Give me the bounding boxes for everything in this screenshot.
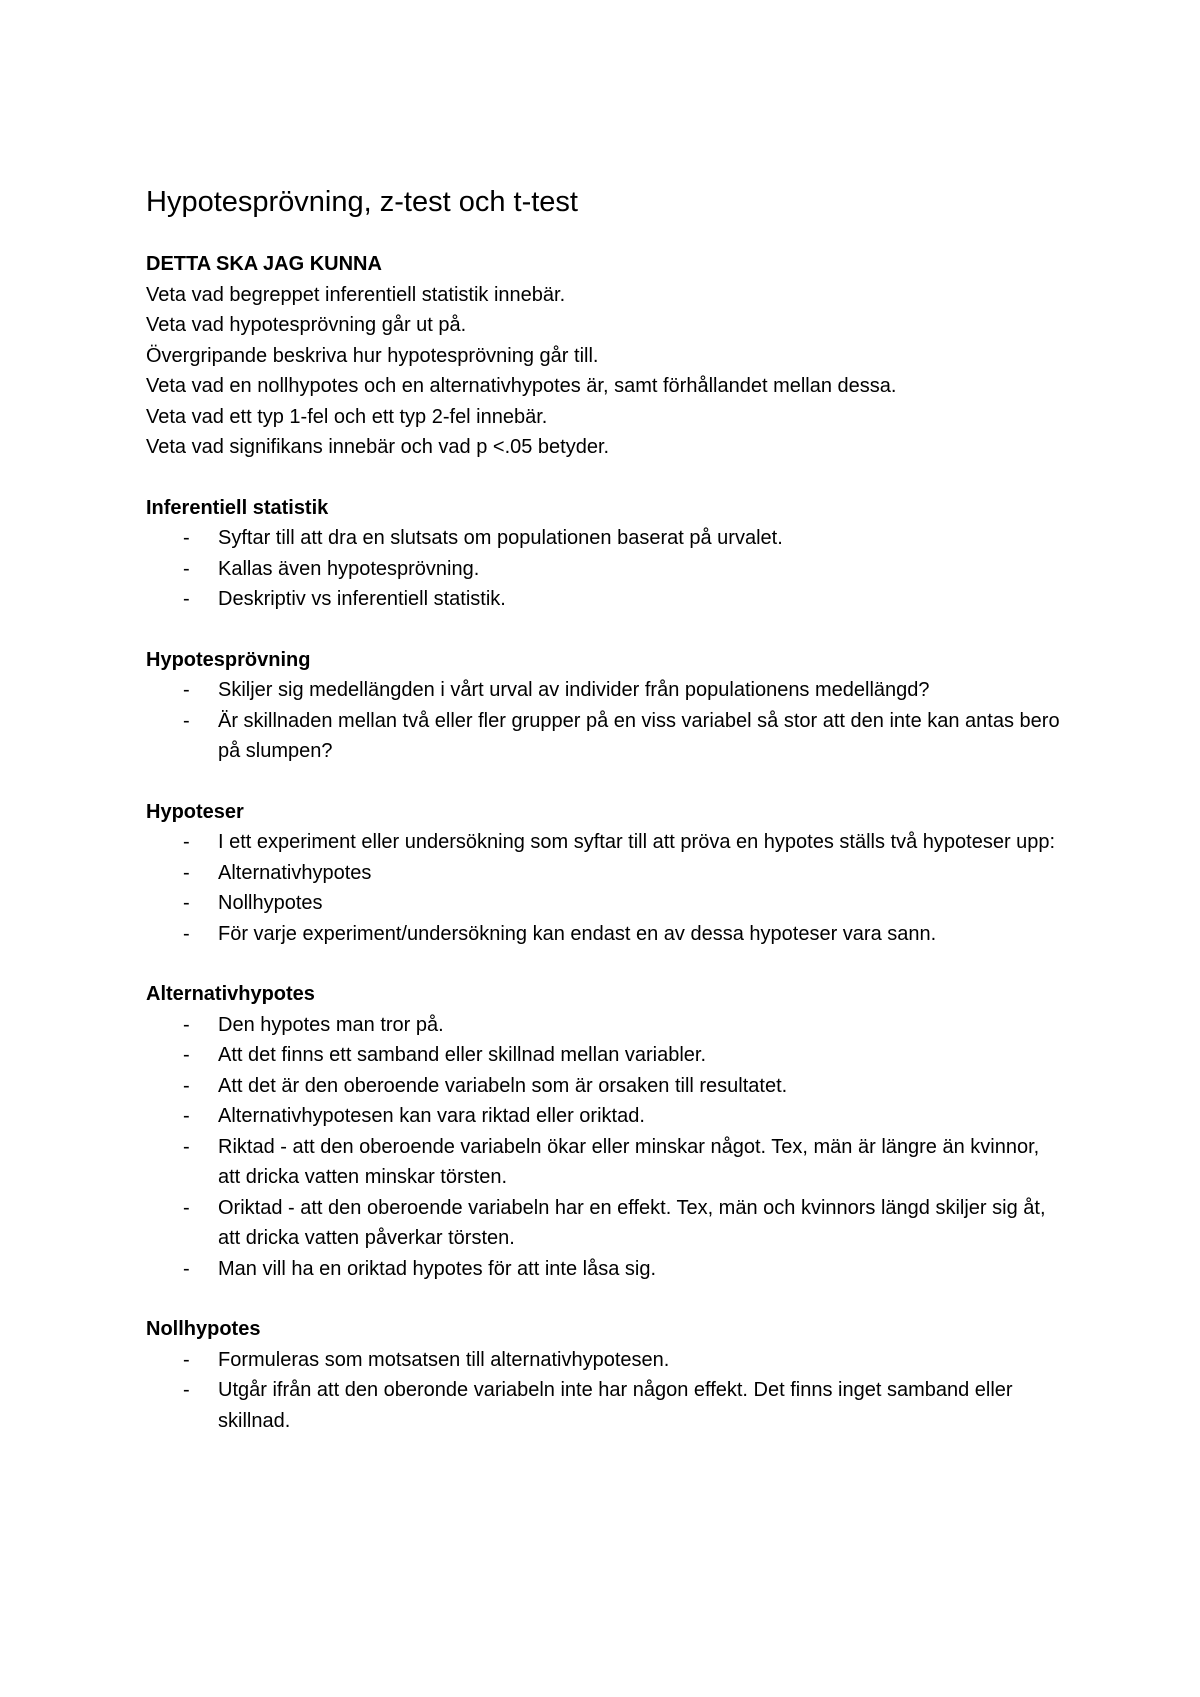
bullet-dash: - [183,1348,190,1371]
list-item [146,675,1066,706]
bullet-dash: - [183,922,190,945]
intro-line: Veta vad hypotesprövning går ut på. [146,314,467,336]
intro-line: Veta vad begreppet inferentiell statistik innebär. [146,283,566,306]
list-item [146,1071,1066,1102]
page-title: Hypotesprövning, z-test och t-test [146,186,578,218]
bullet-list [146,523,1066,615]
list-item [146,1345,1066,1376]
section-hypotesprovning [146,645,1066,767]
list-item-text: Oriktad - att den oberoende variabeln har en effekt. Tex, män och kvinnors längd skiljer sig åt, att dricka vatten påverkar törsten. [218,1196,1046,1249]
bullet-dash: - [183,1135,190,1158]
intro-line: Veta vad ett typ 1-fel och ett typ 2-fel innebär. [146,405,548,428]
bullet-dash: - [183,861,190,884]
intro-line: Veta vad en nollhypotes och en alternativhypotes är, samt förhållandet mellan dessa. [146,375,897,397]
bullet-dash: - [183,527,190,549]
section-heading: Alternativhypotes [146,983,315,1005]
bullet-dash: - [183,1013,190,1036]
list-item [146,523,1066,554]
list-item [146,858,1066,889]
section-heading: Hypotesprövning [146,648,311,671]
list-item [146,1254,1066,1285]
list-item-text: Den hypotes man tror på. [218,1013,444,1036]
list-item-text: Att det är den oberoende variabeln som är orsaken till resultatet. [218,1074,788,1097]
bullet-list [146,1345,1066,1437]
list-item-text: För varje experiment/undersökning kan endast en av dessa hypoteser vara sann. [218,922,937,945]
intro-line: Veta vad signifikans innebär och vad p <.05 betyder. [146,436,610,458]
section-heading: Nollhypotes [146,1318,261,1340]
list-item-text: Är skillnaden mellan två eller fler grupper på en viss variabel så stor att den inte kan antas bero på slumpen? [218,709,1060,762]
list-item-text: Att det finns ett samband eller skillnad mellan variabler. [218,1044,707,1066]
bullet-dash: - [183,1105,190,1127]
list-item [146,1010,1066,1041]
list-item-text: Skiljer sig medellängden i vårt urval av individer från populationens medellängd? [218,679,930,701]
list-item-text: Formuleras som motsatsen till alternativhypotesen. [218,1348,670,1371]
list-item [146,706,1066,767]
bullet-dash: - [183,1196,190,1219]
bullet-list [146,827,1066,949]
bullet-dash: - [183,1044,190,1066]
list-item-text: Kallas även hypotesprövning. [218,557,480,580]
bullet-dash: - [183,588,190,610]
list-item-text: Nollhypotes [218,892,323,914]
list-item [146,1375,1066,1436]
bullet-dash: - [183,831,190,853]
document-content [146,182,1066,1436]
bullet-dash: - [183,679,190,701]
intro-section [146,249,1066,463]
list-item [146,1193,1066,1254]
intro-line: Övergripande beskriva hur hypotesprövning går till. [146,344,599,367]
bullet-dash: - [183,1257,190,1280]
bullet-dash: - [183,1074,190,1097]
section-nollhypotes [146,1314,1066,1436]
bullet-list [146,1010,1066,1285]
list-item [146,584,1066,615]
section-heading: Inferentiell statistik [146,496,329,519]
list-item-text: Deskriptiv vs inferentiell statistik. [218,588,506,610]
intro-heading: DETTA SKA JAG KUNNA [146,253,382,275]
section-alternativhypotes [146,979,1066,1284]
list-item-text: Utgår ifrån att den oberonde variabeln inte har någon effekt. Det finns inget samband eller skillnad. [218,1379,1013,1432]
list-item [146,1101,1066,1132]
section-heading: Hypoteser [146,800,244,823]
bullet-dash: - [183,1379,190,1401]
list-item-text: Alternativhypotes [218,861,372,884]
list-item [146,554,1066,585]
list-item [146,1040,1066,1071]
section-hypoteser [146,797,1066,950]
bullet-dash: - [183,709,190,732]
list-item [146,888,1066,919]
bullet-dash: - [183,892,190,914]
list-item [146,827,1066,858]
bullet-list [146,675,1066,767]
bullet-dash: - [183,557,190,580]
list-item-text: Riktad - att den oberoende variabeln ökar eller minskar något. Tex, män är längre än kvinnor, att dricka vatten minskar törsten. [218,1135,1040,1188]
list-item-text: Man vill ha en oriktad hypotes för att inte låsa sig. [218,1257,657,1280]
list-item [146,919,1066,950]
list-item-text: Alternativhypotesen kan vara riktad eller oriktad. [218,1105,645,1127]
list-item-text: I ett experiment eller undersökning som syftar till att pröva en hypotes ställs två hypoteser upp: [218,831,1056,853]
list-item-text: Syftar till att dra en slutsats om populationen baserat på urvalet. [218,527,783,549]
list-item [146,1132,1066,1193]
section-inferentiell-statistik [146,493,1066,615]
